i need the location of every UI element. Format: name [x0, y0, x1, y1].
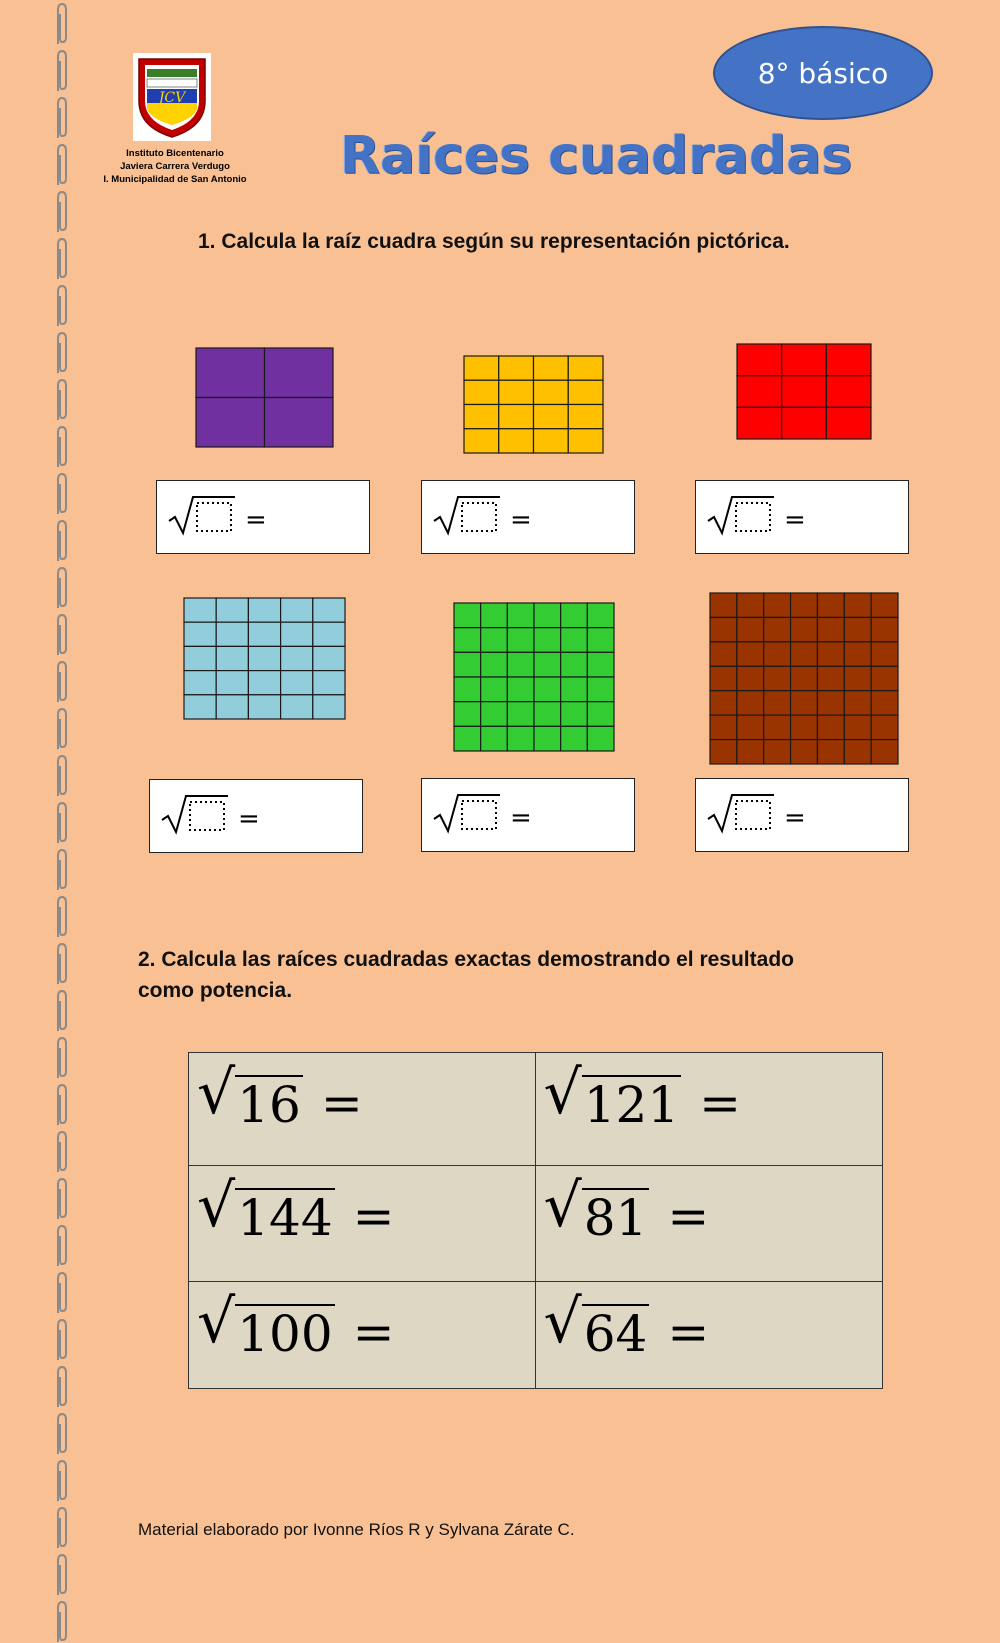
- grid-unit-square: [737, 642, 764, 666]
- grid-unit-square: [534, 726, 561, 751]
- grid-unit-square: [454, 726, 481, 751]
- root-expression: [197, 1171, 395, 1247]
- grid-unit-square: [791, 740, 818, 764]
- grid-unit-square: [817, 666, 844, 690]
- radical-sign: √: [197, 1171, 236, 1241]
- square-root-placeholder-icon: [167, 493, 237, 537]
- grid-unit-square: [782, 407, 827, 439]
- grid-unit-square: [507, 652, 534, 677]
- grid-unit-square: [561, 702, 588, 727]
- binder-clip-icon: [58, 568, 66, 608]
- binder-clip-icon: [58, 1273, 66, 1313]
- grid-unit-square: [265, 348, 334, 398]
- grid-unit-square: [791, 642, 818, 666]
- grid-unit-square: [534, 356, 569, 380]
- grid-unit-square: [248, 695, 280, 719]
- grid-unit-square: [568, 380, 603, 404]
- square-root-placeholder-icon: [706, 791, 776, 835]
- grid-unit-square: [313, 671, 345, 695]
- grid-unit-square: [764, 617, 791, 641]
- grid-unit-square: [587, 603, 614, 628]
- crest-monogram: JCV: [158, 90, 186, 106]
- grid-unit-square: [764, 691, 791, 715]
- grid-unit-square: [561, 628, 588, 653]
- answer-box-1[interactable]: [156, 480, 370, 554]
- grid-unit-square: [184, 622, 216, 646]
- grid-unit-square: [499, 356, 534, 380]
- binder-clip-icon: [58, 4, 66, 44]
- grid-unit-square: [782, 376, 827, 408]
- grid-unit-square: [561, 603, 588, 628]
- grid-unit-square: [791, 691, 818, 715]
- grid-unit-square: [281, 598, 313, 622]
- grid-unit-square: [216, 598, 248, 622]
- grid-unit-square: [454, 603, 481, 628]
- square-grid-4: [183, 597, 346, 720]
- grid-unit-square: [216, 695, 248, 719]
- binder-clip-icon: [58, 333, 66, 373]
- grid-unit-square: [710, 691, 737, 715]
- radicand: 16: [237, 1076, 301, 1134]
- answer-box-4[interactable]: [149, 779, 363, 853]
- grid-unit-square: [184, 671, 216, 695]
- grid-unit-square: [871, 740, 898, 764]
- table-cell[interactable]: [536, 1166, 883, 1282]
- binder-clip-icon: [58, 897, 66, 937]
- school-crest-logo: [133, 53, 211, 141]
- grid-unit-square: [216, 671, 248, 695]
- grid-unit-square: [313, 622, 345, 646]
- grid-unit-square: [265, 398, 334, 448]
- binder-clip-icon: [58, 1602, 66, 1642]
- radical-sign: √: [197, 1058, 236, 1128]
- equals-sign: =: [667, 1187, 710, 1245]
- binder-clip-icon: [58, 709, 66, 749]
- grid-unit-square: [587, 726, 614, 751]
- radical-sign: √: [543, 1287, 582, 1357]
- equals-sign: =: [784, 505, 806, 535]
- grid-unit-square: [710, 715, 737, 739]
- grid-unit-square: [281, 646, 313, 670]
- exercise-2-instruction: [138, 944, 858, 1006]
- radicand: 144: [237, 1189, 333, 1247]
- equals-sign: =: [510, 803, 532, 833]
- binder-clip-icon: [58, 51, 66, 91]
- radicand: 64: [583, 1305, 648, 1363]
- grid-unit-square: [481, 652, 508, 677]
- grid-unit-square: [710, 617, 737, 641]
- grid-unit-square: [507, 603, 534, 628]
- exercise-2-line-2: como potencia.: [138, 979, 293, 1002]
- grid-unit-square: [481, 628, 508, 653]
- grid-unit-square: [184, 646, 216, 670]
- binder-clip-icon: [58, 1085, 66, 1125]
- grid-unit-square: [281, 695, 313, 719]
- grid-unit-square: [817, 691, 844, 715]
- grid-unit-square: [534, 677, 561, 702]
- grid-unit-square: [871, 715, 898, 739]
- grid-unit-square: [710, 642, 737, 666]
- grid-unit-square: [464, 405, 499, 429]
- binder-clip-icon: [58, 1038, 66, 1078]
- school-name: [95, 147, 255, 186]
- footer-credits: Material elaborado por Ivonne Ríos R y Sylvana Zárate C.: [138, 1520, 575, 1539]
- grid-unit-square: [710, 593, 737, 617]
- binder-clip-icon: [58, 1226, 66, 1266]
- grid-unit-square: [561, 677, 588, 702]
- grid-unit-square: [844, 740, 871, 764]
- grid-unit-square: [196, 398, 265, 448]
- grid-unit-square: [791, 593, 818, 617]
- grid-unit-square: [871, 691, 898, 715]
- equals-sign: =: [352, 1303, 395, 1361]
- grid-unit-square: [737, 666, 764, 690]
- school-line-2: Javiera Carrera Verdugo: [120, 161, 230, 172]
- grid-unit-square: [568, 429, 603, 453]
- grid-unit-square: [454, 677, 481, 702]
- grid-unit-square: [313, 646, 345, 670]
- grid-unit-square: [507, 726, 534, 751]
- grid-unit-square: [791, 666, 818, 690]
- grid-unit-square: [248, 646, 280, 670]
- binder-clip-icon: [58, 521, 66, 561]
- grid-unit-square: [481, 677, 508, 702]
- binder-clip-icon: [58, 615, 66, 655]
- grid-unit-square: [737, 344, 782, 376]
- grid-unit-square: [464, 356, 499, 380]
- grid-unit-square: [844, 642, 871, 666]
- binder-clip-icon: [58, 850, 66, 890]
- square-grid-3: [736, 343, 872, 440]
- equals-sign: =: [699, 1074, 742, 1132]
- square-root-placeholder-icon: [706, 493, 776, 537]
- grid-unit-square: [587, 628, 614, 653]
- grid-unit-square: [737, 376, 782, 408]
- grid-unit-square: [844, 593, 871, 617]
- root-expression: [543, 1171, 710, 1247]
- radicand: 121: [583, 1076, 680, 1134]
- grid-unit-square: [737, 715, 764, 739]
- binder-clip-icon: [58, 1461, 66, 1501]
- table-cell[interactable]: [536, 1282, 883, 1388]
- grid-unit-square: [817, 740, 844, 764]
- square-root-placeholder-icon: [432, 493, 502, 537]
- grid-unit-square: [710, 740, 737, 764]
- grid-unit-square: [184, 598, 216, 622]
- root-expression: [543, 1058, 742, 1134]
- binder-clip-icon: [58, 427, 66, 467]
- radicand: 100: [237, 1305, 333, 1363]
- binder-clip-icon: [58, 474, 66, 514]
- grid-unit-square: [764, 666, 791, 690]
- grid-unit-square: [817, 617, 844, 641]
- grid-unit-square: [499, 405, 534, 429]
- grid-unit-square: [764, 593, 791, 617]
- grid-unit-square: [464, 380, 499, 404]
- grade-label: 8° básico: [757, 56, 889, 90]
- binder-clip-icon: [58, 1508, 66, 1548]
- grid-unit-square: [764, 740, 791, 764]
- grid-unit-square: [587, 677, 614, 702]
- grid-unit-square: [184, 695, 216, 719]
- grid-unit-square: [791, 715, 818, 739]
- binder-clip-icon: [58, 98, 66, 138]
- square-grid-1: [195, 347, 334, 448]
- root-expression: [543, 1287, 710, 1363]
- grid-unit-square: [534, 405, 569, 429]
- grid-unit-square: [507, 702, 534, 727]
- grid-unit-square: [826, 376, 871, 408]
- grid-unit-square: [844, 666, 871, 690]
- binder-clip-icon: [58, 145, 66, 185]
- square-roots-table: [188, 1052, 883, 1389]
- school-line-3: I. Municipalidad de San Antonio: [103, 174, 247, 185]
- grid-unit-square: [507, 628, 534, 653]
- grid-unit-square: [248, 598, 280, 622]
- binder-clip-icon: [58, 1179, 66, 1219]
- grid-unit-square: [871, 617, 898, 641]
- binder-clip-icon: [58, 1414, 66, 1454]
- grid-unit-square: [587, 702, 614, 727]
- grid-unit-square: [561, 652, 588, 677]
- grid-unit-square: [844, 691, 871, 715]
- binder-clip-icon: [58, 380, 66, 420]
- grid-unit-square: [507, 677, 534, 702]
- grid-unit-square: [216, 622, 248, 646]
- grid-unit-square: [764, 715, 791, 739]
- grid-unit-square: [196, 348, 265, 398]
- grid-unit-square: [737, 740, 764, 764]
- grid-unit-square: [454, 652, 481, 677]
- grid-unit-square: [737, 691, 764, 715]
- grid-unit-square: [248, 671, 280, 695]
- grid-unit-square: [454, 628, 481, 653]
- grid-unit-square: [534, 702, 561, 727]
- binder-clip-icon: [58, 1320, 66, 1360]
- grid-unit-square: [791, 617, 818, 641]
- root-expression: [197, 1058, 363, 1134]
- grid-unit-square: [871, 593, 898, 617]
- binder-clip-icon: [58, 756, 66, 796]
- binder-clip-icon: [58, 286, 66, 326]
- binder-clip-icon: [58, 1555, 66, 1595]
- exercise-2-line-1: 2. Calcula las raíces cuadradas exactas demostrando el resultado: [138, 948, 794, 971]
- grid-unit-square: [499, 429, 534, 453]
- page-title: Raíces cuadradas: [340, 126, 853, 186]
- square-grid-2: [463, 355, 604, 454]
- grid-unit-square: [871, 666, 898, 690]
- grid-unit-square: [817, 593, 844, 617]
- grid-unit-square: [534, 603, 561, 628]
- grid-unit-square: [248, 622, 280, 646]
- grade-badge: [713, 26, 933, 120]
- answer-box-6[interactable]: [695, 778, 909, 852]
- radical-sign: √: [197, 1287, 236, 1357]
- grid-unit-square: [281, 622, 313, 646]
- grid-unit-square: [464, 429, 499, 453]
- grid-unit-square: [826, 344, 871, 376]
- grid-unit-square: [216, 646, 248, 670]
- school-line-1: Instituto Bicentenario: [126, 148, 224, 159]
- grid-unit-square: [481, 603, 508, 628]
- binder-clips-decoration: [50, 0, 74, 1643]
- answer-box-3[interactable]: [695, 480, 909, 554]
- square-root-placeholder-icon: [432, 791, 502, 835]
- binder-clip-icon: [58, 662, 66, 702]
- radicand: 81: [583, 1189, 648, 1247]
- equals-sign: =: [320, 1074, 363, 1132]
- grid-unit-square: [561, 726, 588, 751]
- grid-unit-square: [499, 380, 534, 404]
- grid-unit-square: [534, 380, 569, 404]
- binder-clip-icon: [58, 991, 66, 1031]
- grid-unit-square: [454, 702, 481, 727]
- equals-sign: =: [784, 803, 806, 833]
- grid-unit-square: [782, 344, 827, 376]
- binder-clip-icon: [58, 239, 66, 279]
- equals-sign: =: [667, 1303, 710, 1361]
- grid-unit-square: [281, 671, 313, 695]
- binder-clip-icon: [58, 1132, 66, 1172]
- grid-unit-square: [817, 642, 844, 666]
- radical-sign: √: [543, 1058, 582, 1128]
- exercise-1-instruction: 1. Calcula la raíz cuadra según su representación pictórica.: [198, 230, 790, 253]
- grid-unit-square: [826, 407, 871, 439]
- binder-clip-icon: [58, 803, 66, 843]
- binder-clip-icon: [58, 944, 66, 984]
- table-cell[interactable]: [189, 1053, 536, 1166]
- grid-unit-square: [313, 598, 345, 622]
- grid-unit-square: [764, 642, 791, 666]
- table-cell[interactable]: [189, 1166, 536, 1282]
- equals-sign: =: [352, 1187, 395, 1245]
- answer-box-2[interactable]: [421, 480, 635, 554]
- grid-unit-square: [587, 652, 614, 677]
- grid-unit-square: [534, 429, 569, 453]
- grid-unit-square: [844, 617, 871, 641]
- square-root-placeholder-icon: [160, 792, 230, 836]
- grid-unit-square: [568, 405, 603, 429]
- equals-sign: =: [510, 505, 532, 535]
- table-cell[interactable]: [536, 1053, 883, 1166]
- square-grid-5: [453, 602, 615, 752]
- binder-clip-icon: [58, 1367, 66, 1407]
- table-cell[interactable]: [189, 1282, 536, 1388]
- grid-unit-square: [534, 652, 561, 677]
- grid-unit-square: [481, 726, 508, 751]
- grid-unit-square: [737, 593, 764, 617]
- grid-unit-square: [710, 666, 737, 690]
- grid-unit-square: [534, 628, 561, 653]
- root-expression: [197, 1287, 395, 1363]
- grid-unit-square: [817, 715, 844, 739]
- grid-unit-square: [737, 407, 782, 439]
- square-grid-6: [709, 592, 899, 765]
- grid-unit-square: [871, 642, 898, 666]
- grid-unit-square: [481, 702, 508, 727]
- answer-box-5[interactable]: [421, 778, 635, 852]
- equals-sign: =: [238, 804, 260, 834]
- equals-sign: =: [245, 505, 267, 535]
- grid-unit-square: [313, 695, 345, 719]
- binder-clip-icon: [58, 192, 66, 232]
- radical-sign: √: [543, 1171, 582, 1241]
- grid-unit-square: [844, 715, 871, 739]
- grid-unit-square: [568, 356, 603, 380]
- grid-unit-square: [737, 617, 764, 641]
